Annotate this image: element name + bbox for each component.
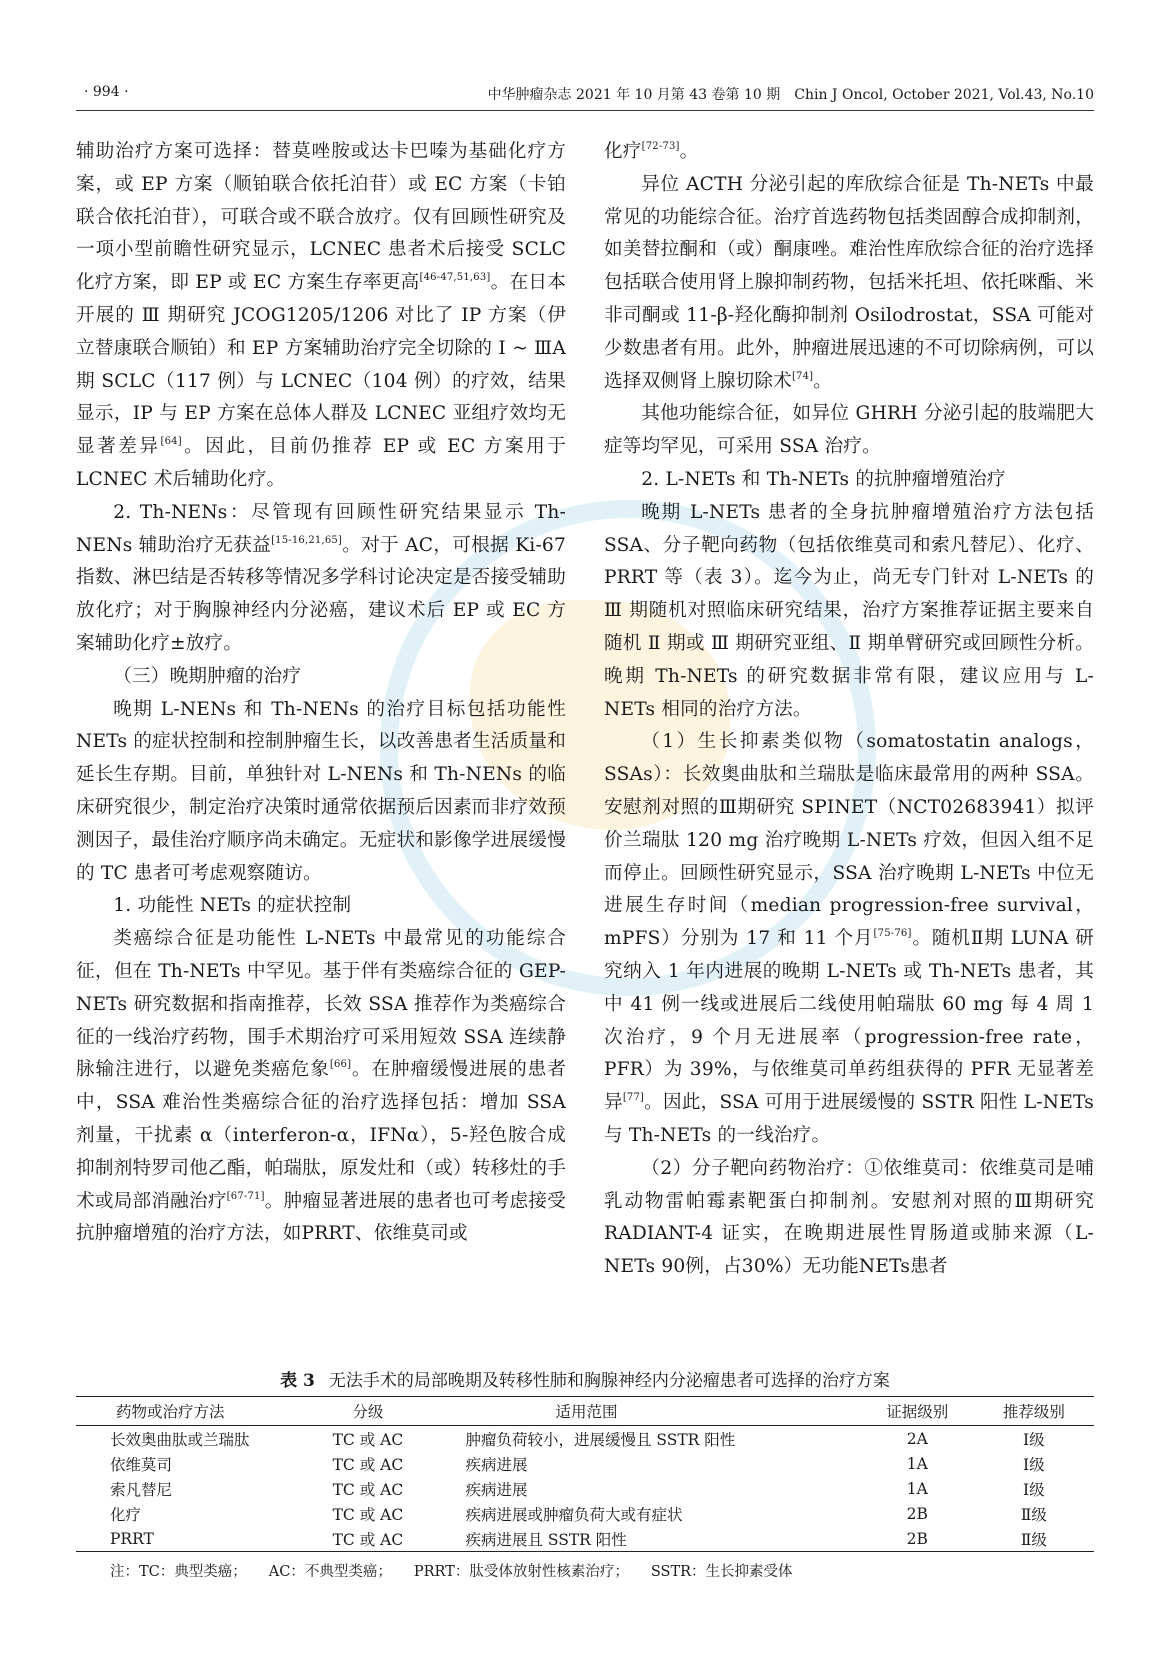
paragraph: （2）分子靶向药物治疗：①依维莫司：依维莫司是哺乳动物雷帕霉素靶蛋白抑制剂。安慰剂对照的Ⅲ期研究 RADIANT-4 证实，在晚期进展性胃肠道或肺来源（L-NETs 90例，占30%）无功能NETs患者 (604, 1157, 1094, 1278)
column-header: 分级 (290, 1397, 445, 1426)
journal-citation: 中华肿瘤杂志 2021 年 10 月第 43 卷第 10 期 Chin J Oncol, October 2021, Vol.43, No.10 (487, 87, 1094, 103)
subsection-heading: 1. 功能性 NETs 的症状控制 (113, 895, 352, 917)
table-caption (76, 1366, 1094, 1391)
column-header: 证据级别 (861, 1397, 974, 1426)
table-row: 化疗 TC 或 AC 疾病进展或肿瘤负荷大或有症状 2B Ⅱ级 (110, 1504, 1047, 1524)
column-header: 推荐级别 (974, 1397, 1094, 1426)
table-row: 依维莫司 TC 或 AC 疾病进展 1A Ⅰ级 (110, 1454, 1045, 1474)
table-number: 表 3 (280, 1371, 315, 1391)
column-header: 药物或治疗方法 (76, 1397, 290, 1426)
paragraph: 其他功能综合征，如异位 GHRH 分泌引起的肢端肥大症等均罕见，可采用 SSA 治疗。 (604, 403, 1094, 458)
treatment-table (76, 1396, 1094, 1552)
paragraph: 2. Th-NENs：尽管现有回顾性研究结果显示 Th-NENs 辅助治疗无获益[15-16,21,65]。对于 AC，可根据 Ki-67 指数、淋巴结是否转移等情况多学科讨论决定是否接受辅助放化疗；对于胸腺神经内分泌癌，建议术后 EP 或 EC 方案辅助化疗±放疗。 (76, 501, 566, 654)
paragraph: 晚期 L-NETs 患者的全身抗肿瘤增殖治疗方法包括 SSA、分子靶向药物（包括依维莫司和索凡替尼）、化疗、PRRT 等（表 3）。迄今为止，尚无专门针对 L-NETs 的 Ⅲ 期随机对照临床研究结果，治疗方案推荐证据主要来自随机 Ⅱ 期或 Ⅲ 期研究亚组、Ⅱ 期单臂研究或回顾性分析。晚期 Th-NETs 的研究数据非常有限，建议应用与 L-NETs 相同的治疗方法。 (604, 501, 1094, 720)
section-heading: （三）晚期肿瘤的治疗 (113, 665, 302, 687)
paragraph: 晚期 L-NENs 和 Th-NENs 的治疗目标包括功能性 NETs 的症状控制和控制肿瘤生长，以改善患者生活质量和延长生存期。目前，单独针对 L-NENs 和 Th-NENs 的临床研究很少，制定治疗决策时通常依据预后因素而非疗效预测因子，最佳治疗顺序尚未确定。无症状和影像学进展缓慢的 TC 患者可考虑观察随访。 (76, 698, 566, 884)
table-note: 注：TC：典型类癌； AC：不典型类癌； PRRT：肽受体放射性核素治疗； SSTR：生长抑素受体 (110, 1564, 793, 1580)
table-row: PRRT TC 或 AC 疾病进展且 SSTR 阳性 2B Ⅱ级 (76, 1526, 1094, 1552)
left-column (76, 136, 566, 1251)
running-header (76, 84, 1094, 108)
paragraph: 化疗[72-73]。 (604, 141, 699, 162)
header-rule (76, 110, 1094, 111)
paragraph: 辅助治疗方案可选择：替莫唑胺或达卡巴嗪为基础化疗方案，或 EP 方案（顺铂联合依托泊苷）或 EC 方案（卡铂联合依托泊苷），可联合或不联合放疗。仅有回顾性研究及一项小型前瞻性研究显示，LCNEC 患者术后接受 SCLC 化疗方案，即 EP 或 EC 方案生存率更高[46-47,51,63]。在日本开展的 Ⅲ 期研究 JCOG1205/1206 对比了 IP 方案（伊立替康联合顺铂）和 EP 方案辅助治疗完全切除的 Ⅰ ~ ⅢA 期 SCLC（117 例）与 LCNEC（104 例）的疗效，结果显示，IP 与 EP 方案在总体人群及 LCNEC 亚组疗效均无显著差异[64]。因此，目前仍推荐 EP 或 EC 方案用于 LCNEC 术后辅助化疗。 (76, 141, 566, 490)
page-number: · 994 · (84, 84, 129, 100)
table-row: 索凡替尼 TC 或 AC 疾病进展 1A Ⅰ级 (110, 1479, 1045, 1499)
column-header: 适用范围 (445, 1397, 860, 1426)
paragraph: （1）生长抑素类似物（somatostatin analogs，SSAs）：长效奥曲肽和兰瑞肽是临床最常用的两种 SSA。安慰剂对照的Ⅲ期研究 SPINET（NCT02683941）拟评价兰瑞肽 120 mg 治疗晚期 L-NETs 疗效，但因入组不足而停止。回顾性研究显示，SSA 治疗晚期 L-NETs 中位无进展生存时间（median progression-free survival，mPFS）分别为 17 和 11 个月[75-76]。随机Ⅱ期 LUNA 研究纳入 1 年内进展的晚期 L-NETs 或 Th-NETs 患者，其中 41 例一线或进展后二线使用帕瑞肽 60 mg 每 4 周 1 次治疗，9 个月无进展率（progression-free rate，PFR）为 39%，与依维莫司单药组获得的 PFR 无显著差异[77]。因此，SSA 可用于进展缓慢的 SSTR 阳性 L-NETs 与 Th-NETs 的一线治疗。 (604, 731, 1094, 1146)
paragraph: 异位 ACTH 分泌引起的库欣综合征是 Th-NETs 中最常见的功能综合征。治疗首选药物包括类固醇合成抑制剂，如美替拉酮和（或）酮康唑。难治性库欣综合征的治疗选择包括联合使用肾上腺抑制药物，包括米托坦、依托咪酯、米非司酮或 11-β-羟化酶抑制剂 Osilodrostat，SSA 可能对少数患者有用。此外，肿瘤进展迅速的不可切除病例，可以选择双侧肾上腺切除术[74]。 (604, 173, 1094, 392)
table-row: 长效奥曲肽或兰瑞肽 TC 或 AC 肿瘤负荷较小，进展缓慢且 SSTR 阳性 2A Ⅰ级 (110, 1429, 1045, 1449)
right-column (604, 136, 1094, 1284)
table-header-row (76, 1397, 1094, 1426)
subsection-heading: 2. L-NETs 和 Th-NETs 的抗肿瘤增殖治疗 (641, 468, 1006, 490)
paragraph: 类癌综合征是功能性 L-NETs 中最常见的功能综合征，但在 Th-NETs 中罕见。基于伴有类癌综合征的 GEP-NETs 研究数据和指南推荐，长效 SSA 推荐作为类癌综合征的一线治疗药物，围手术期治疗可采用短效 SSA 连续静脉输注进行，以避免类癌危象[66]。在肿瘤缓慢进展的患者中，SSA 难治性类癌综合征的治疗选择包括：增加 SSA 剂量，干扰素 α（interferon-α，IFNα），5-羟色胺合成抑制剂特罗司他乙酯，帕瑞肽，原发灶和（或）转移灶的手术或局部消融治疗[67-71]。肿瘤显著进展的患者也可考虑接受抗肿瘤增殖的治疗方法，如PRRT、依维莫司或 (76, 928, 566, 1245)
table-title: 无法手术的局部晚期及转移性肺和胸腺神经内分泌瘤患者可选择的治疗方案 (328, 1371, 890, 1391)
